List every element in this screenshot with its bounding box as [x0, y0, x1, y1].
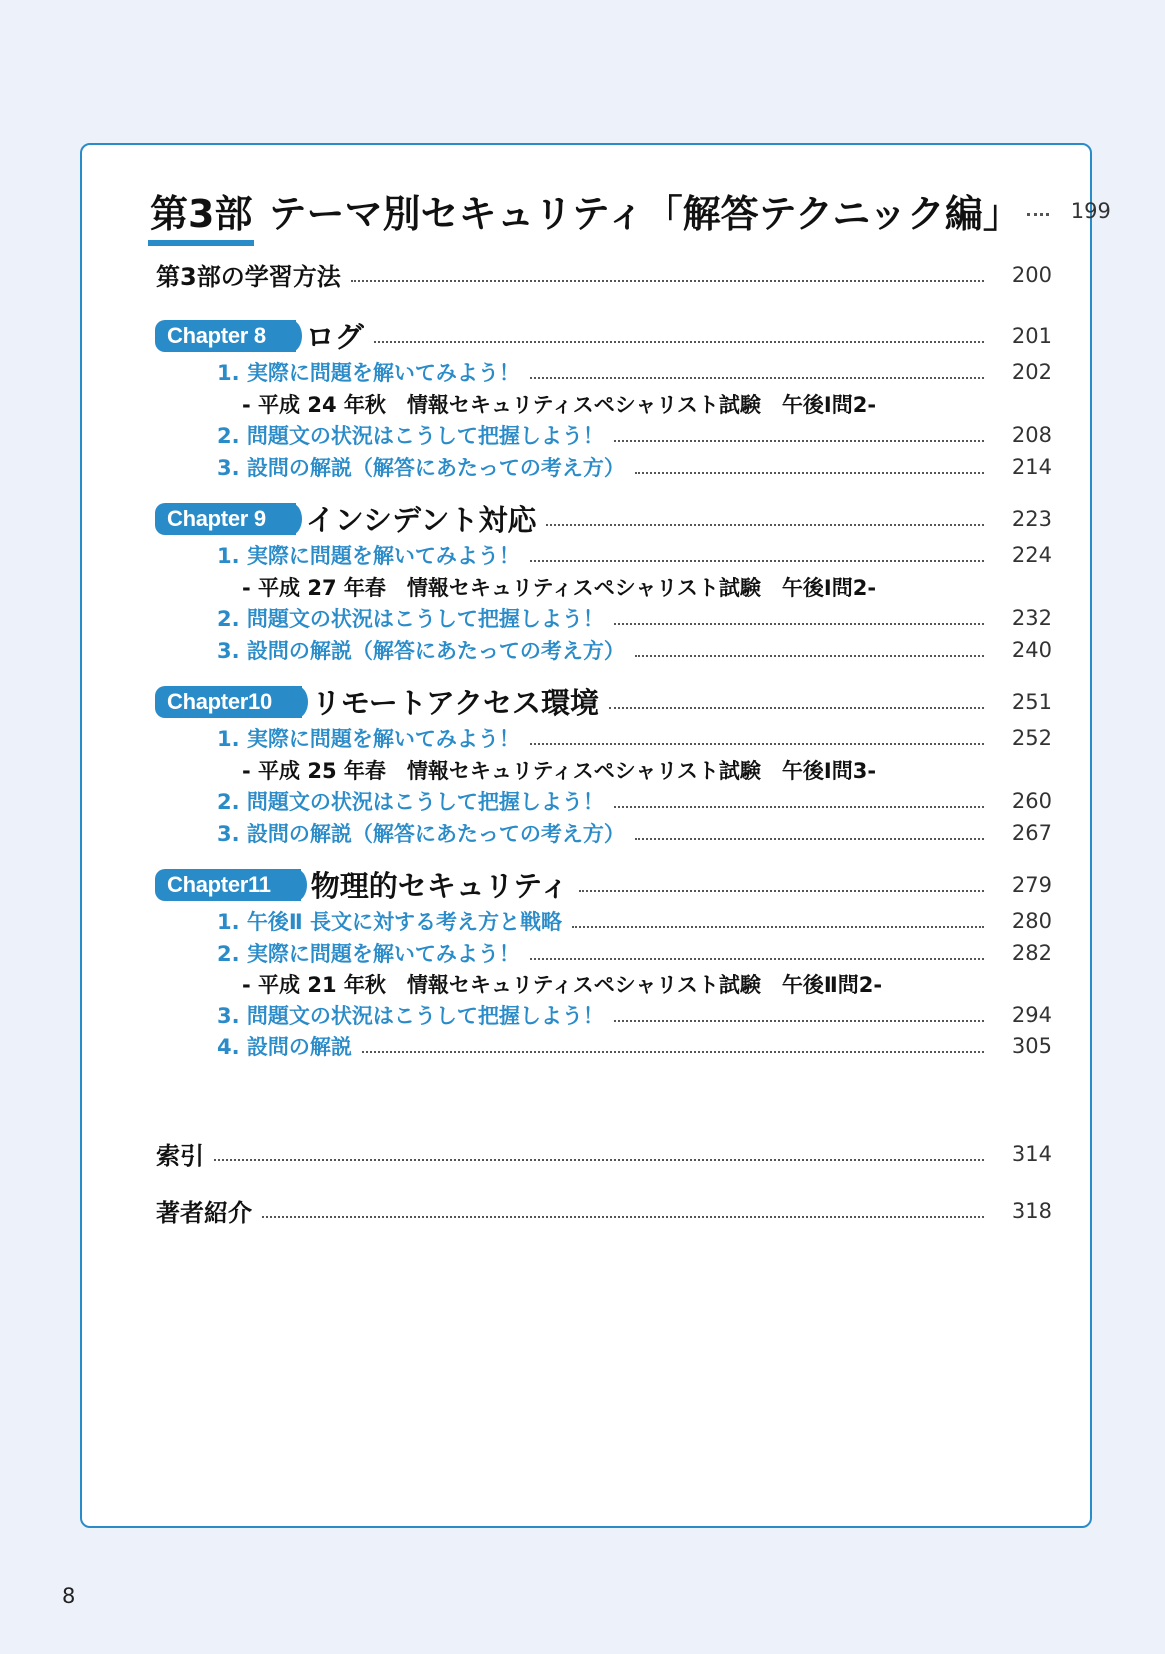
part-heading[interactable] — [82, 183, 1111, 238]
entry-label: 1. 実際に問題を解いてみよう！ — [217, 727, 520, 751]
leader-dots — [614, 440, 984, 442]
leader-dots — [530, 743, 984, 745]
page-ref: 294 — [1011, 1003, 1052, 1027]
leader-dots — [614, 623, 984, 625]
page-ref: 201 — [1011, 323, 1052, 348]
page-ref: 318 — [1011, 1198, 1052, 1223]
entry-label: 索引 — [156, 1142, 204, 1170]
leader-dots — [614, 806, 984, 808]
chapter-badge: Chapter11 — [155, 869, 301, 901]
page-ref: 200 — [1011, 262, 1052, 287]
toc-entry[interactable] — [82, 357, 1090, 387]
toc-entry[interactable] — [82, 452, 1090, 482]
exam-note-text: - 平成 24 年秋 情報セキュリティスペシャリスト試験 午後Ⅰ問2- — [242, 393, 877, 417]
leader-dots — [530, 377, 984, 379]
leader-dots — [262, 1216, 984, 1218]
chapter-8-heading[interactable] — [82, 315, 1090, 356]
exam-note — [82, 389, 1090, 419]
toc-entry-study[interactable] — [82, 257, 1090, 292]
toc-entry-authors[interactable] — [82, 1193, 1090, 1228]
part-title-text: テーマ別セキュリティ「解答テクニック編」 — [268, 192, 1021, 236]
chapter-10-heading[interactable] — [82, 681, 1090, 722]
toc-entry[interactable] — [82, 1031, 1090, 1061]
entry-label: 3. 問題文の状況はこうして把握しよう！ — [217, 1004, 604, 1028]
entry-label: 2. 問題文の状況はこうして把握しよう！ — [217, 607, 604, 631]
toc-entry[interactable] — [82, 786, 1090, 816]
leader-dots — [374, 341, 984, 343]
leader-dots — [530, 560, 984, 562]
exam-note-text: - 平成 25 年春 情報セキュリティスペシャリスト試験 午後Ⅰ問3- — [242, 759, 877, 783]
leader-dots — [635, 838, 984, 840]
leader-dots — [1027, 213, 1049, 216]
toc-entry[interactable] — [82, 603, 1090, 633]
page-ref: 199 — [1070, 198, 1111, 223]
leader-dots — [635, 472, 984, 474]
leader-dots — [362, 1051, 984, 1053]
page-ref: 232 — [1011, 606, 1052, 630]
chapter-title: インシデント対応 — [305, 503, 537, 537]
leader-dots — [614, 1020, 984, 1022]
entry-label: 4. 設問の解説 — [217, 1035, 352, 1059]
toc-entry[interactable] — [82, 1000, 1090, 1030]
page-ref: 280 — [1011, 909, 1052, 933]
exam-note-text: - 平成 27 年春 情報セキュリティスペシャリスト試験 午後Ⅰ問2- — [242, 576, 877, 600]
page-ref: 224 — [1011, 543, 1052, 567]
page-ref: 305 — [1011, 1034, 1052, 1058]
entry-label: 第3部の学習方法 — [156, 263, 341, 291]
chapter-title: ログ — [305, 320, 364, 354]
entry-label: 3. 設問の解説（解答にあたっての考え方） — [217, 639, 625, 663]
part-title — [150, 183, 1021, 238]
page-ref: 267 — [1011, 821, 1052, 845]
page-ref: 260 — [1011, 789, 1052, 813]
leader-dots — [635, 655, 984, 657]
toc-entry[interactable] — [82, 938, 1090, 968]
entry-label: 1. 実際に問題を解いてみよう！ — [217, 361, 520, 385]
entry-label: 1. 実際に問題を解いてみよう！ — [217, 544, 520, 568]
chapter-badge: Chapter 8 — [155, 320, 296, 352]
exam-note-text: - 平成 21 年秋 情報セキュリティスペシャリスト試験 午後Ⅱ問2- — [242, 973, 883, 997]
chapter-11-heading[interactable] — [82, 864, 1090, 905]
toc-entry-index[interactable] — [82, 1136, 1090, 1171]
page-ref: 251 — [1011, 689, 1052, 714]
exam-note — [82, 755, 1090, 785]
page-ref: 214 — [1011, 455, 1052, 479]
entry-label: 著者紹介 — [156, 1199, 252, 1227]
chapter-badge: Chapter10 — [155, 686, 302, 718]
toc-panel — [80, 143, 1111, 1528]
leader-dots — [546, 524, 984, 526]
page-number: 8 — [62, 1584, 76, 1608]
part-number: 第3部 — [150, 183, 252, 238]
chapter-9-heading[interactable] — [82, 498, 1090, 539]
page-ref: 282 — [1011, 941, 1052, 965]
toc-entry[interactable] — [82, 818, 1090, 848]
entry-label: 2. 問題文の状況はこうして把握しよう！ — [217, 424, 604, 448]
entry-label: 2. 実際に問題を解いてみよう！ — [217, 942, 520, 966]
entry-label: 2. 問題文の状況はこうして把握しよう！ — [217, 790, 604, 814]
chapter-title: 物理的セキュリティ — [310, 869, 569, 903]
toc-entry[interactable] — [82, 635, 1090, 665]
entry-label: 1. 午後Ⅱ 長文に対する考え方と戦略 — [217, 910, 563, 934]
page-ref: 252 — [1011, 726, 1052, 750]
toc-entry[interactable] — [82, 540, 1090, 570]
leader-dots — [579, 890, 984, 892]
page-ref: 202 — [1011, 360, 1052, 384]
page-ref: 208 — [1011, 423, 1052, 447]
toc-entry[interactable] — [82, 420, 1090, 450]
leader-dots — [214, 1159, 984, 1161]
entry-label: 3. 設問の解説（解答にあたっての考え方） — [217, 456, 625, 480]
leader-dots — [609, 707, 984, 709]
page-ref: 279 — [1011, 872, 1052, 897]
page-ref: 314 — [1011, 1141, 1052, 1166]
exam-note — [82, 969, 1090, 999]
leader-dots — [351, 280, 984, 282]
toc-entry[interactable] — [82, 723, 1090, 753]
toc-entry[interactable] — [82, 906, 1090, 936]
page-ref: 223 — [1011, 506, 1052, 531]
leader-dots — [530, 958, 984, 960]
page-ref: 240 — [1011, 638, 1052, 662]
leader-dots — [572, 926, 984, 928]
chapter-title: リモートアクセス環境 — [311, 686, 600, 720]
entry-label: 3. 設問の解説（解答にあたっての考え方） — [217, 822, 625, 846]
chapter-badge: Chapter 9 — [155, 503, 296, 535]
exam-note — [82, 572, 1090, 602]
